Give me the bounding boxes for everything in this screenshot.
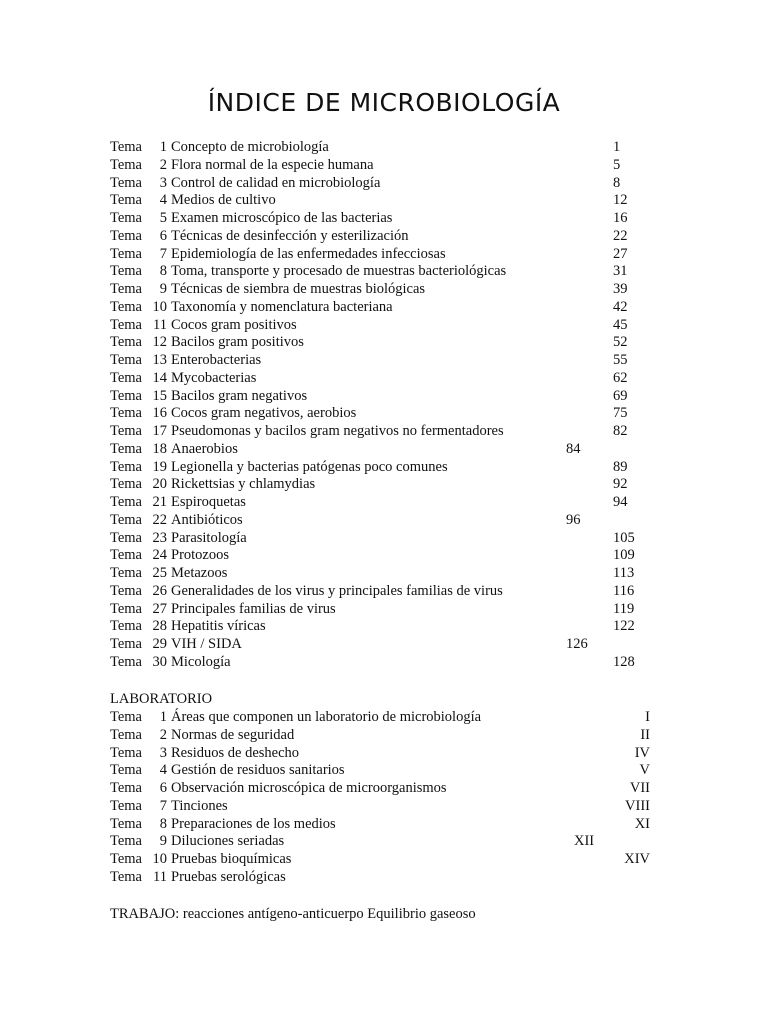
topic-title: Técnicas de desinfección y esterilización: [171, 227, 409, 244]
tema-word: Tema: [110, 709, 142, 725]
topic-row: [110, 139, 670, 157]
topic-number-value: 26: [152, 582, 167, 599]
topic-title: Protozoos: [171, 547, 229, 564]
topic-row: [110, 512, 670, 530]
tema-word: Tema: [110, 245, 142, 262]
topic-number-value: 2: [159, 726, 167, 743]
lab-topic-row: [110, 709, 650, 727]
topic-title: Hepatitis víricas: [171, 618, 266, 635]
topic-number-value: 1: [159, 709, 167, 725]
tema-word: Tema: [110, 868, 142, 885]
page-title: ÍNDICE DE MICROBIOLOGÍA: [207, 88, 561, 117]
topic-page-number: 69: [613, 387, 628, 404]
topic-title: Concepto de microbiología: [171, 139, 329, 155]
topic-page-number: VII: [629, 780, 650, 796]
topic-row: [110, 334, 670, 352]
topic-number-value: 30: [152, 653, 167, 670]
topic-number-value: 22: [152, 511, 167, 528]
lab-topic-row: [110, 727, 650, 745]
topic-row: [110, 459, 670, 477]
trabajo-label: TRABAJO:: [110, 906, 180, 922]
tema-word: Tema: [110, 744, 142, 761]
topic-page-number: 22: [613, 227, 628, 244]
topic-number-value: 3: [159, 744, 167, 761]
topic-page-number: 94: [613, 494, 628, 510]
topic-title: Gestión de residuos sanitarios: [171, 762, 345, 779]
topic-row: [110, 246, 670, 264]
topic-title: Preparaciones de los medios: [171, 815, 336, 832]
topic-number-value: 6: [159, 780, 167, 796]
lab-topic-row: [110, 780, 650, 798]
lab-section-heading: LABORATORIO: [110, 691, 213, 707]
tema-word: Tema: [110, 458, 142, 475]
topic-page-number: 122: [613, 618, 635, 635]
topic-page-number: 1: [613, 139, 621, 155]
topic-title: Espiroquetas: [171, 494, 246, 510]
topic-row: [110, 476, 670, 494]
topic-page-number: 39: [613, 281, 628, 297]
topic-row: [110, 601, 670, 619]
topic-title: Parasitología: [171, 529, 247, 546]
topic-title: Examen microscópico de las bacterias: [171, 210, 393, 226]
topic-title: Áreas que componen un laboratorio de microbiología: [171, 709, 482, 725]
lab-topic-row: [110, 833, 650, 851]
topic-number-value: 7: [159, 245, 167, 262]
topic-title: Pseudomonas y bacilos gram negativos no fermentadores: [171, 423, 504, 439]
topic-number-value: 6: [159, 227, 167, 244]
tema-word: Tema: [110, 780, 142, 796]
topic-row: [110, 388, 670, 406]
topic-row: [110, 423, 670, 441]
topic-row: [110, 547, 670, 565]
tema-word: Tema: [110, 281, 142, 297]
tema-word: Tema: [110, 387, 142, 404]
topic-number-value: 12: [152, 334, 167, 351]
topic-page-number: 55: [613, 352, 628, 368]
tema-word: Tema: [110, 156, 142, 173]
topic-page-number: 82: [613, 423, 628, 439]
topic-page-number: I: [645, 709, 650, 725]
tema-word: Tema: [110, 316, 142, 333]
topic-page-number: 42: [613, 298, 628, 315]
topic-title: Bacilos gram negativos: [171, 387, 308, 404]
topic-title: Toma, transporte y procesado de muestras bacteriológicas: [171, 263, 507, 280]
topics-list: [110, 139, 670, 672]
topic-title: Enterobacterias: [171, 352, 262, 368]
tema-word: Tema: [110, 565, 142, 581]
topic-row: [110, 654, 670, 672]
topic-row: [110, 263, 670, 281]
topic-number-value: 17: [152, 423, 167, 439]
topic-number-value: 11: [153, 868, 167, 885]
topic-title: Legionella y bacterias patógenas poco comunes: [171, 458, 448, 475]
topic-number-value: 10: [152, 298, 167, 315]
topic-title: Normas de seguridad: [171, 726, 295, 743]
tema-word: Tema: [110, 815, 142, 832]
topic-title: Medios de cultivo: [171, 192, 276, 209]
topic-number-value: 27: [152, 600, 167, 617]
topic-page-number: 45: [613, 316, 628, 333]
topic-number-value: 20: [152, 476, 167, 493]
tema-word: Tema: [110, 851, 142, 867]
topic-row: [110, 192, 670, 210]
topic-title: Metazoos: [171, 565, 228, 581]
topic-page-number: XIV: [624, 851, 650, 867]
topic-row: [110, 405, 670, 423]
topic-title: Taxonomía y nomenclatura bacteriana: [171, 298, 393, 315]
topic-title: VIH / SIDA: [171, 636, 242, 652]
topic-title: Cocos gram positivos: [171, 316, 297, 333]
tema-word: Tema: [110, 369, 142, 386]
tema-word: Tema: [110, 636, 142, 652]
lab-topic-row: [110, 762, 650, 780]
tema-word: Tema: [110, 726, 142, 743]
lab-topics-list: [110, 709, 650, 887]
topic-row: [110, 352, 670, 370]
topic-number-value: 8: [159, 263, 167, 280]
topic-number-value: 10: [152, 851, 167, 867]
topic-number-value: 5: [159, 210, 167, 226]
tema-word: Tema: [110, 653, 142, 670]
topic-title: Antibióticos: [171, 511, 243, 528]
topic-row: [110, 281, 670, 299]
topic-page-number: 113: [613, 565, 635, 581]
tema-word: Tema: [110, 600, 142, 617]
topic-number-value: 8: [159, 815, 167, 832]
topic-row: [110, 530, 670, 548]
tema-word: Tema: [110, 210, 142, 226]
topic-number-value: 3: [159, 174, 167, 191]
topic-row: [110, 618, 670, 636]
tema-word: Tema: [110, 833, 142, 850]
topic-page-number: VIII: [625, 797, 650, 814]
tema-word: Tema: [110, 192, 142, 209]
tema-word: Tema: [110, 797, 142, 814]
lab-topic-row: [110, 851, 650, 869]
topic-number-value: 15: [152, 387, 167, 404]
topic-number-value: 1: [159, 139, 167, 155]
topic-number-value: 11: [153, 316, 167, 333]
topic-page-number: 96: [566, 511, 581, 528]
topic-page-number: II: [640, 726, 650, 743]
topic-title: Observación microscópica de microorganismos: [171, 780, 447, 796]
topic-title: Generalidades de los virus y principales familias de virus: [171, 582, 503, 599]
topic-title: Bacilos gram positivos: [171, 334, 304, 351]
topic-row: [110, 636, 670, 654]
tema-word: Tema: [110, 334, 142, 351]
tema-word: Tema: [110, 423, 142, 439]
tema-word: Tema: [110, 139, 142, 155]
tema-word: Tema: [110, 582, 142, 599]
topic-row: [110, 175, 670, 193]
topic-page-number: IV: [634, 744, 650, 761]
topic-row: [110, 565, 670, 583]
lab-topic-row: [110, 816, 650, 834]
topic-title: Cocos gram negativos, aerobios: [171, 405, 357, 422]
tema-word: Tema: [110, 263, 142, 280]
topic-page-number: 75: [613, 405, 628, 422]
tema-word: Tema: [110, 298, 142, 315]
tema-word: Tema: [110, 529, 142, 546]
topic-row: [110, 299, 670, 317]
tema-word: Tema: [110, 511, 142, 528]
topic-row: [110, 370, 670, 388]
topic-number-value: 18: [152, 440, 167, 457]
topic-page-number: 89: [613, 458, 628, 475]
topic-number-value: 24: [152, 547, 167, 564]
topic-row: [110, 494, 670, 512]
trabajo-text: reacciones antígeno-anticuerpo Equilibrio gaseoso: [182, 906, 476, 922]
topic-title: Control de calidad en microbiología: [171, 174, 381, 191]
tema-word: Tema: [110, 762, 142, 779]
topic-number-value: 4: [159, 762, 167, 779]
topic-number-value: 19: [152, 458, 167, 475]
topic-number-value: 25: [152, 565, 167, 581]
tema-word: Tema: [110, 440, 142, 457]
topic-page-number: 31: [613, 263, 628, 280]
topic-title: Rickettsias y chlamydias: [171, 476, 316, 493]
topic-row: [110, 441, 670, 459]
topic-page-number: 116: [613, 582, 635, 599]
topic-page-number: 128: [613, 653, 635, 670]
lab-topic-row: [110, 745, 650, 763]
topic-number-value: 2: [159, 156, 167, 173]
tema-word: Tema: [110, 174, 142, 191]
topic-page-number: 27: [613, 245, 628, 262]
topic-row: [110, 583, 670, 601]
topic-page-number: V: [639, 762, 650, 779]
topic-page-number: 109: [613, 547, 635, 564]
topic-number-value: 7: [159, 797, 167, 814]
topic-number-value: 4: [159, 192, 167, 209]
trabajo-line: [110, 905, 476, 923]
lab-topic-row: [110, 798, 650, 816]
topic-page-number: 84: [566, 440, 581, 457]
topic-title: Mycobacterias: [171, 369, 257, 386]
tema-word: Tema: [110, 227, 142, 244]
topic-page-number: 92: [613, 476, 628, 493]
topic-number-value: 13: [152, 352, 167, 368]
topic-number-value: 16: [152, 405, 167, 422]
topic-page-number: XI: [634, 815, 650, 832]
tema-word: Tema: [110, 494, 142, 510]
topic-title: Diluciones seriadas: [171, 833, 285, 850]
topic-page-number: XII: [574, 833, 595, 850]
topic-page-number: 119: [613, 600, 635, 617]
topic-title: Flora normal de la especie humana: [171, 156, 374, 173]
topic-title: Residuos de deshecho: [171, 744, 300, 761]
topic-title: Anaerobios: [171, 440, 238, 457]
topic-number-value: 21: [152, 494, 167, 510]
topic-row: [110, 228, 670, 246]
lab-topic-row: [110, 869, 650, 887]
topic-title: Principales familias de virus: [171, 600, 336, 617]
topic-title: Pruebas serológicas: [171, 868, 286, 885]
topic-page-number: 5: [613, 156, 621, 173]
topic-title: Epidemiología de las enfermedades infecciosas: [171, 245, 446, 262]
topic-row: [110, 210, 670, 228]
topic-title: Micología: [171, 653, 231, 670]
tema-word: Tema: [110, 476, 142, 493]
topic-title: Técnicas de siembra de muestras biológicas: [171, 281, 426, 297]
topic-row: [110, 157, 670, 175]
topic-page-number: 52: [613, 334, 628, 351]
topic-page-number: 16: [613, 210, 628, 226]
topic-page-number: 8: [613, 174, 621, 191]
tema-word: Tema: [110, 405, 142, 422]
topic-page-number: 126: [566, 636, 588, 652]
topic-title: Tinciones: [171, 797, 228, 814]
topic-number-value: 14: [152, 369, 167, 386]
tema-word: Tema: [110, 547, 142, 564]
topic-page-number: 62: [613, 369, 628, 386]
topic-row: [110, 317, 670, 335]
topic-number-value: 9: [159, 281, 167, 297]
tema-word: Tema: [110, 618, 142, 635]
topic-page-number: 12: [613, 192, 628, 209]
topic-page-number: 105: [613, 529, 635, 546]
topic-number-value: 28: [152, 618, 167, 635]
tema-word: Tema: [110, 352, 142, 368]
topic-number-value: 23: [152, 529, 167, 546]
topic-title: Pruebas bioquímicas: [171, 851, 292, 867]
topic-number-value: 9: [159, 833, 167, 850]
topic-number-value: 29: [152, 636, 167, 652]
